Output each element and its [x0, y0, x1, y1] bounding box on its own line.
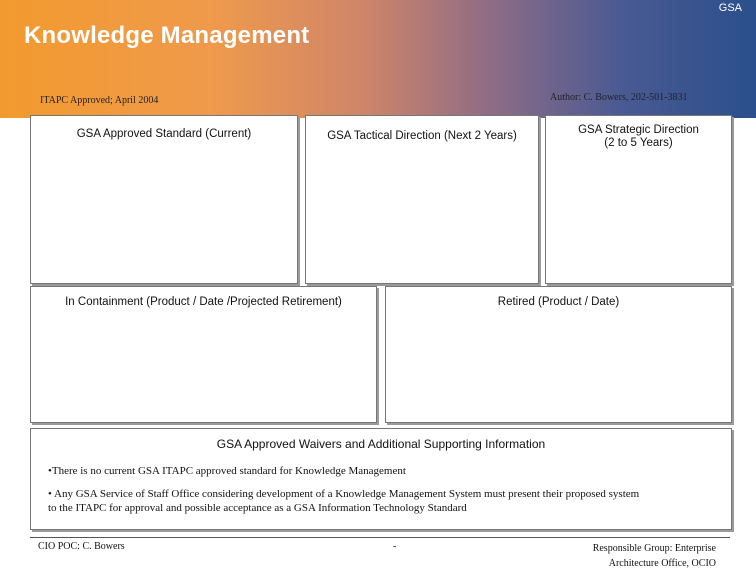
- strategic-direction-label: GSA Strategic Direction (2 to 5 Years): [578, 124, 699, 149]
- header-banner: [0, 0, 756, 118]
- footer-center-mark: -: [393, 541, 397, 552]
- author-note: Author: C. Bowers, 202-501-3831: [550, 92, 688, 103]
- responsible-group: Responsible Group: Enterprise Architecture Office, OCIO: [592, 543, 716, 569]
- page-title: Knowledge Management: [24, 22, 310, 49]
- cio-poc: CIO POC: C. Bowers: [38, 541, 125, 552]
- containment-box: [30, 286, 377, 423]
- retired-label: Retired (Product / Date): [497, 296, 620, 308]
- tactical-direction-label: GSA Tactical Direction (Next 2 Years): [327, 130, 517, 142]
- waiver-bullet-1: •There is no current GSA ITAPC approved standard for Knowledge Management: [48, 465, 406, 477]
- approval-note: ITAPC Approved; April 2004: [40, 95, 159, 106]
- tactical-direction-box: [305, 115, 539, 284]
- waiver-bullet-2-line-1: • Any GSA Service of Staff Office considering development of a Knowledge Management System must present their proposed system: [48, 488, 640, 500]
- current-standard-box: [30, 115, 298, 284]
- waiver-bullet-2-line-2: to the ITAPC for approval and possible acceptance as a GSA Information Technology Standard: [48, 502, 467, 514]
- retired-box: [385, 286, 732, 423]
- waivers-title: GSA Approved Waivers and Additional Supporting Information: [216, 437, 546, 451]
- footer-divider: [30, 537, 730, 538]
- current-standard-label: GSA Approved Standard (Current): [76, 128, 252, 140]
- brand-label: GSA: [718, 2, 742, 14]
- strategic-direction-box: [545, 115, 732, 284]
- containment-label: In Containment (Product / Date /Projected Retirement): [65, 296, 342, 308]
